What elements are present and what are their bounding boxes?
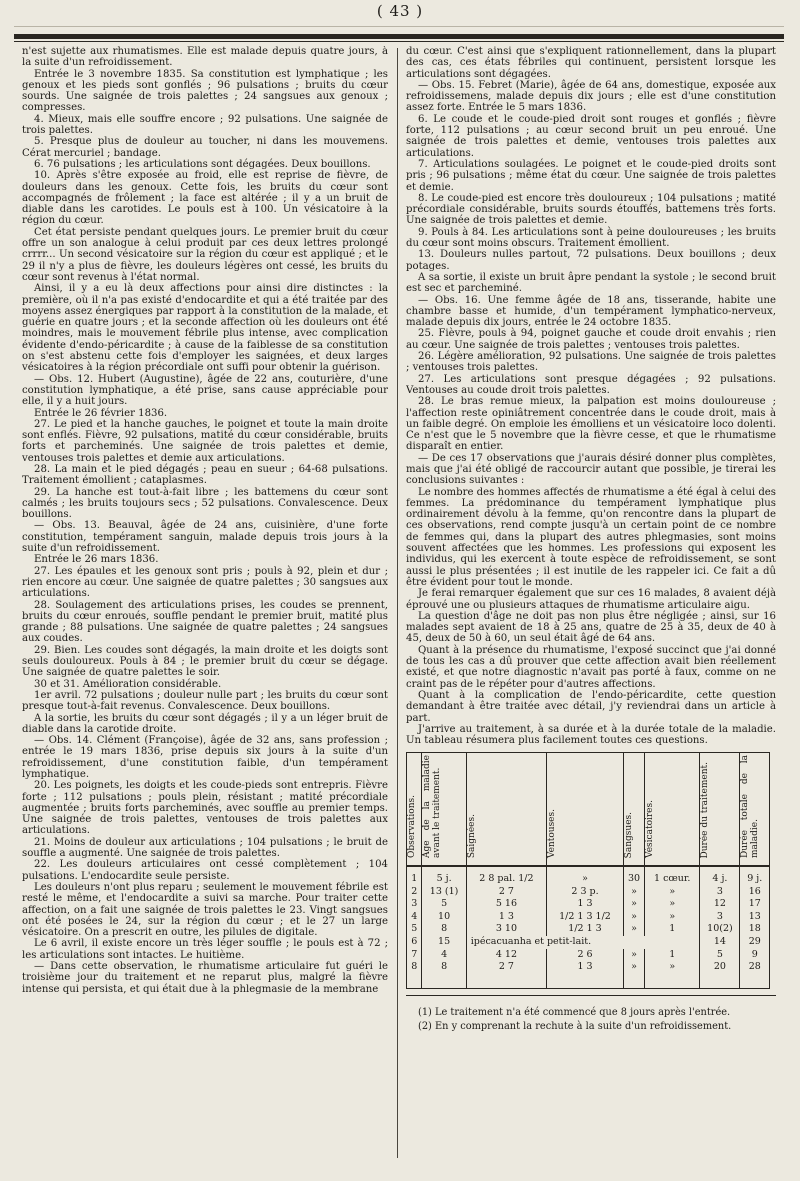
table-cell: 8 [407,961,422,988]
table-cell: 14 [700,936,740,949]
paragraph: 1er avril. 72 pulsations ; douleur nulle part ; les bruits du cœur sont presque tout-à-fait revenus. Convalescence. Deux bouillons. [22,689,388,713]
paragraph: 7. Articulations soulagées. Le poignet et le coude-pied droits sont pris ; 96 pulsations ; même état du cœur. Une saignée de trois palettes et demie. [406,158,776,193]
table-cell: 13 [740,911,770,924]
table-cell: 5 [422,898,466,911]
paragraph: 6. 76 pulsations ; les articulations sont dégagées. Deux bouillons. [34,158,371,170]
table-body [407,866,770,988]
footnote: (1) Le traitement n'a été commencé que 8 jours après l'entrée. [418,1006,731,1018]
table-cell: 3 [700,911,740,924]
paragraph: 25. Fièvre, pouls à 94, poignet gauche et coude droit envahis ; rien au cœur. Une saignée de trois palettes ; ventouses trois palettes. [406,328,776,351]
table-cell: » [623,898,644,911]
column-header [623,753,644,866]
table-cell: » [547,866,624,886]
table-cell: 5 j. [422,866,466,886]
table-cell: 4 12 [466,949,546,962]
table-cell: 1 cœur. [645,866,700,886]
paragraph: Quant à la présence du rhumatisme, l'exposé succinct que j'ai donné de tous les cas a dû prouver que cette affection avait bien réellement existé, et que notre diagnostic n'avait pas porté à faux, comme on ne craint pas de le répéter pour d'autres affections. [406,644,776,690]
table-cell: 1 [645,923,700,936]
table-cell: 30 [623,866,644,886]
table-cell: 1/2 1 3 [547,923,624,936]
paragraph: 28. Le bras remue mieux, la palpation est moins douloureuse ; l'affection reste opiniâtrement concentrée dans le coude droit, mais à un faible degré. On emploie les émolliens et un vésicatoire loco dolenti. Ce n'est que le 5 novembre que la fièvre cesse, et que le rhumatisme disparaît en entier. [406,396,776,453]
table-row [407,949,770,962]
table-cell: ipécacuanha et petit-lait. [466,936,700,949]
table-cell: 5 [407,923,422,936]
table-cell: 20 [700,961,740,988]
table-header-row [407,753,770,866]
table-cell: 2 7 [466,886,546,899]
table-cell: 18 [740,923,770,936]
column-header [407,753,422,866]
table-cell: 28 [740,961,770,988]
table-cell: 3 [700,886,740,899]
column-header [700,753,740,866]
paragraph: 28. La main et le pied dégagés ; peau en sueur ; 64-68 pulsations. Traitement émollient ; cataplasmes. [22,463,388,487]
left-column [22,46,388,1166]
table-cell: 2 8 pal. 1/2 [466,866,546,886]
table-cell: 9 [740,949,770,962]
table-cell: » [623,961,644,988]
table-cell: 1 3 [547,961,624,988]
table-cell: 15 [422,936,466,949]
table-cell: 10(2) [700,923,740,936]
table-cell: 3 10 [466,923,546,936]
paragraph: n'est sujette aux rhumatismes. Elle est malade depuis quatre jours, à la suite d'un refroidissement. [22,46,388,69]
paragraph: 13. Douleurs nulles partout, 72 pulsations. Deux bouillons ; deux potages. [406,249,776,272]
table-cell: 4 [407,911,422,924]
column-header-label: Durée du traitement. [700,761,711,859]
column-header-label: Ventouses. [547,809,558,859]
table-cell: 6 [407,936,422,949]
paragraph: 10. Après s'être exposée au froid, elle est reprise de fièvre, de douleurs dans les genoux. Cette fois, les bruits du cœur sont accompagnés de frôlement ; la face est altérée ; il y a un bruit de diable dans les carotides. Le pouls est à 100. Un vésicatoire à la région du cœur. [22,170,388,227]
footnote: (2) En y comprenant la rechute à la suite d'un refroidissement. [418,1020,732,1032]
table-cell: 17 [740,898,770,911]
table-cell: 1 [645,949,700,962]
paragraph: — Dans cette observation, le rhumatisme articulaire fut guéri le troisième jour du traitement et ne reparut plus, malgré la fièvre intense qui persista, et qui était due à la phlegmasie de la membrane [22,961,388,995]
column-divider [397,48,398,1158]
paragraph: 5. Presque plus de douleur au toucher, ni dans les mouvemens. Cérat mercuriel ; bandage. [22,136,388,159]
paragraph: 4. Mieux, mais elle souffre encore ; 92 pulsations. Une saignée de trois palettes. [22,113,388,137]
paragraph: 28. Soulagement des articulations prises, les coudes se prennent, bruits du cœur enroués, souffle pendant le premier bruit, matité plus grande ; 88 pulsations. Une saignée de quatre palettes ; 24 sangsues aux coudes. [22,599,388,645]
paragraph: Entrée le 3 novembre 1835. Sa constitution est lymphatique ; les genoux et les pieds sont gonflés ; 96 pulsations ; bruits du cœur sourds. Une saignée de trois palettes ; 24 sangsues aux genoux ; compresses. [22,68,388,114]
page-number: ( 43 ) [376,2,424,20]
table-cell: 8 [422,923,466,936]
right-column [406,46,776,1168]
table-cell: 3 [407,898,422,911]
column-header-label: Sangsues. [623,812,634,859]
paragraph: Cet état persiste pendant quelques jours. Le premier bruit du cœur offre un son analogue à celui produit par ces deux lettres prolongé crrrr... Un second vésicatoire sur la région du cœur est appliqué ; et le 29 il n'y a plus de fièvre, les douleurs légères ont cessé, les bruits du cœur sont revenus à l'état normal. [22,226,388,283]
table-cell: 8 [422,961,466,988]
paragraph: Le nombre des hommes affectés de rhumatisme a été égal à celui des femmes. La prédominance du tempérament lymphatique plus ordinairement dévolu à la femme, qu'on rencontre dans la plupart de ces observations, rend compte jusqu'à un certain point de ce nombre de femmes qui, dans la plupart des autres phlegmasies, sont moins souvent affectées que les hommes. Les professions qui exposent les individus, qui les exercent à toute espèce de refroidissement, se sont aussi le plus présentées ; il est inutile de les rappeler ici. Ce fait a dû être évident pour tout le monde. [406,486,776,588]
table-row [407,866,770,886]
table-cell: 2 3 p. [547,886,624,899]
paragraph: A la sortie, les bruits du cœur sont dégagés ; il y a un léger bruit de diable dans la carotide droite. [22,712,388,735]
table-cell: 5 [700,949,740,962]
footnotes [406,995,776,1034]
table-cell: 1 3 [466,911,546,924]
paragraph: 21. Moins de douleur aux articulations ; 104 pulsations ; le bruit de souffle a augmenté. Une saignée de trois palettes. [22,836,388,860]
paragraph: 8. Le coude-pied est encore très douloureux ; 104 pulsations ; matité précordiale considérable, bruits sourds étouffés, battemens très forts. Une saignée de trois palettes et demie. [406,192,776,227]
treatment-table [406,752,770,988]
paragraph: 20. Les poignets, les doigts et les coude-pieds sont entrepris. Fièvre forte ; 112 pulsations ; pouls plein, résistant ; matité précordiale augmentée ; bruits forts parcheminés, avec souffle au premier temps. Une saignée de trois palettes, ventouses de trois palettes aux articulations. [22,780,388,837]
paragraph: — Obs. 12. Hubert (Augustine), âgée de 22 ans, couturière, d'une constitution lymphatique, a été prise, sans cause appréciable pour elle, il y a huit jours. [22,373,388,408]
table-cell: » [645,911,700,924]
table-cell: » [623,923,644,936]
table-cell: 1 3 [547,898,624,911]
table-cell: » [645,898,700,911]
paragraph: Les douleurs n'ont plus reparu ; seulement le mouvement fébrile est resté le même, et l'endocardite a suivi sa marche. Pour traiter cette affection, on a fait une saignée de trois palettes le 23. Vingt sangsues ont été posées le 24, sur la région du cœur ; et le 27 un large vésicatoire. On a prescrit en outre, les pilules de digitale. [22,881,388,939]
header-rule [14,22,784,46]
paragraph: — Obs. 15. Febret (Marie), âgée de 64 ans, domestique, exposée aux refroidissemens, malade depuis dix jours ; elle est d'une constitution assez forte. Entrée le 5 mars 1836. [406,79,776,114]
table-cell: 7 [407,949,422,962]
paragraph: A sa sortie, il existe un bruit âpre pendant la systole ; le second bruit est sec et parcheminé. [406,271,776,295]
table-row [407,911,770,924]
table-cell: » [623,886,644,899]
paragraph: — Obs. 14. Clément (Françoise), âgée de 32 ans, sans profession ; entrée le 19 mars 1836, prise depuis six jours à la suite d'un refroidissement, d'une constitution faible, d'un tempérament lymphatique. [22,735,388,780]
table-cell: 10 [422,911,466,924]
paragraph: Quant à la complication de l'endo-péricardite, cette question demandant à être traitée avec détail, j'y reviendrai dans un article à part. [406,689,776,724]
column-header [645,753,700,866]
paragraph: 29. Bien. Les coudes sont dégagés, la main droite et les doigts sont seuls douloureux. Pouls à 84 ; le premier bruit du cœur se dégage. Une saignée de quatre palettes le soir. [22,644,388,679]
paragraph: 6. Le coude et le coude-pied droit sont rouges et gonflés ; fièvre forte, 112 pulsations ; au cœur second bruit un peu enroué. Une saignée de trois palettes et demie, ventouses trois palettes aux articulations. [406,113,776,159]
table-row [407,886,770,899]
column-header-label: Saignées. [466,814,477,859]
table-row [407,923,770,936]
paragraph: 27. Le pied et la hanche gauches, le poignet et toute la main droite sont enflés. Fièvre, 92 pulsations, matité du cœur considérable, bruits forts et parcheminés. Une saignée de trois palettes et demie, ventouses trois palettes et demie aux articulations. [22,418,388,464]
paragraph: Entrée le 26 mars 1836. [34,554,159,566]
column-header [547,753,624,866]
table-cell: » [623,949,644,962]
paragraph: 27. Les épaules et les genoux sont pris ; pouls à 92, plein et dur ; rien encore au cœur. Une saignée de quatre palettes ; 30 sangsues aux articulations. [22,565,388,600]
column-header [422,753,466,866]
table-cell: » [623,911,644,924]
paragraph: Entrée le 26 février 1836. [34,407,168,419]
paragraph: — Obs. 13. Beauval, âgée de 24 ans, cuisinière, d'une forte constitution, tempérament sanguin, malade depuis trois jours à la suite d'un refroidissement. [22,520,388,555]
table-cell: » [645,886,700,899]
column-header [740,753,770,866]
column-header [466,753,546,866]
paragraph: — Obs. 16. Une femme âgée de 18 ans, tisserande, habite une chambre basse et humide, d'un tempérament lymphatico-nerveux, malade depuis dix jours, entrée le 24 octobre 1835. [406,294,776,329]
paragraph: Le 6 avril, il existe encore un très léger souffle ; le pouls est à 72 ; les articulations sont intactes. Le huitième. [22,938,388,961]
table-cell: 2 7 [466,961,546,988]
table-row [407,961,770,988]
table-cell: 5 16 [466,898,546,911]
paragraph: J'arrive au traitement, à sa durée et à la durée totale de la maladie. Un tableau résumera plus facilement toutes ces questions. [406,723,776,747]
table-cell: » [645,961,700,988]
table-cell: 12 [700,898,740,911]
paragraph: Je ferai remarquer également que sur ces 16 malades, 8 avaient déjà éprouvé une ou plusieurs attaques de rhumatisme articulaire aigu. [406,588,776,611]
paragraph: du cœur. C'est ainsi que s'expliquent rationnellement, dans la plupart des cas, ces états fébriles qui continuent, persistent lorsque les articulations sont dégagées. [406,46,776,80]
column-header-label: Age de la maladie avant le traitement. [422,755,443,859]
table-cell: 1/2 1 3 1/2 [547,911,624,924]
column-header-label: Vésicatoires. [645,800,656,859]
table-cell: 4 [422,949,466,962]
paragraph: La question d'âge ne doit pas non plus être négligée ; ainsi, sur 16 malades sept avaient de 18 à 25 ans, quatre de 25 à 35, deux de 40 à 45, deux de 50 à 60, un seul était âgé de 64 ans. [406,610,776,645]
table-cell: 9 j. [740,866,770,886]
table-cell: 1 [407,866,422,886]
table-row [407,898,770,911]
table-cell: 29 [740,936,770,949]
column-header-label: Durée totale de la maladie. [740,755,761,859]
paragraph: 22. Les douleurs articulaires ont cessé complètement ; 104 pulsations. L'endocardite seule persiste. [22,859,388,882]
paragraph: 26. Légère amélioration, 92 pulsations. Une saignée de trois palettes ; ventouses trois palettes. [406,351,776,374]
table-cell: 16 [740,886,770,899]
paragraph: 30 et 31. Amélioration considérable. [34,678,222,690]
table-cell: 2 [407,886,422,899]
paragraph: 9. Pouls à 84. Les articulations sont à peine douloureuses ; les bruits du cœur sont moins obscurs. Traitement émollient. [406,226,776,250]
paragraph: — De ces 17 observations que j'aurais désiré donner plus complètes, mais que j'ai été obligé de raccourcir autant que possible, je tirerai les conclusions suivantes : [406,452,776,487]
table-row [407,936,770,949]
right-column-text [406,46,776,746]
paragraph: 27. Les articulations sont presque dégagées ; 92 pulsations. Ventouses au coude droit trois palettes. [406,373,776,396]
table-cell: 4 j. [700,866,740,886]
column-header-label: Observations. [407,795,417,859]
paragraph: 29. La hanche est tout-à-fait libre ; les battemens du cœur sont calmés ; les bruits toujours secs ; 52 pulsations. Convalescence. Deux bouillons. [22,486,388,521]
table-cell: 13 (1) [422,886,466,899]
table-cell: 2 6 [547,949,624,962]
paragraph: Ainsi, il y a eu là deux affections pour ainsi dire distinctes : la première, où il n'a pas existé d'endocardite et qui a été traitée par des moyens assez énergiques par rapport à la constitution de la malade, et guérie en quatre jours ; et la seconde affection où les douleurs ont été moindres, mais le mouvement fébrile plus intense, avec complication évidente d'endo-péricardite ; à cause de la faiblesse de sa constitution on s'est abstenu cette fois d'employer les saignées, et deux larges vésicatoires à la région précordiale ont suffi pour obtenir la guérison. [22,283,388,374]
